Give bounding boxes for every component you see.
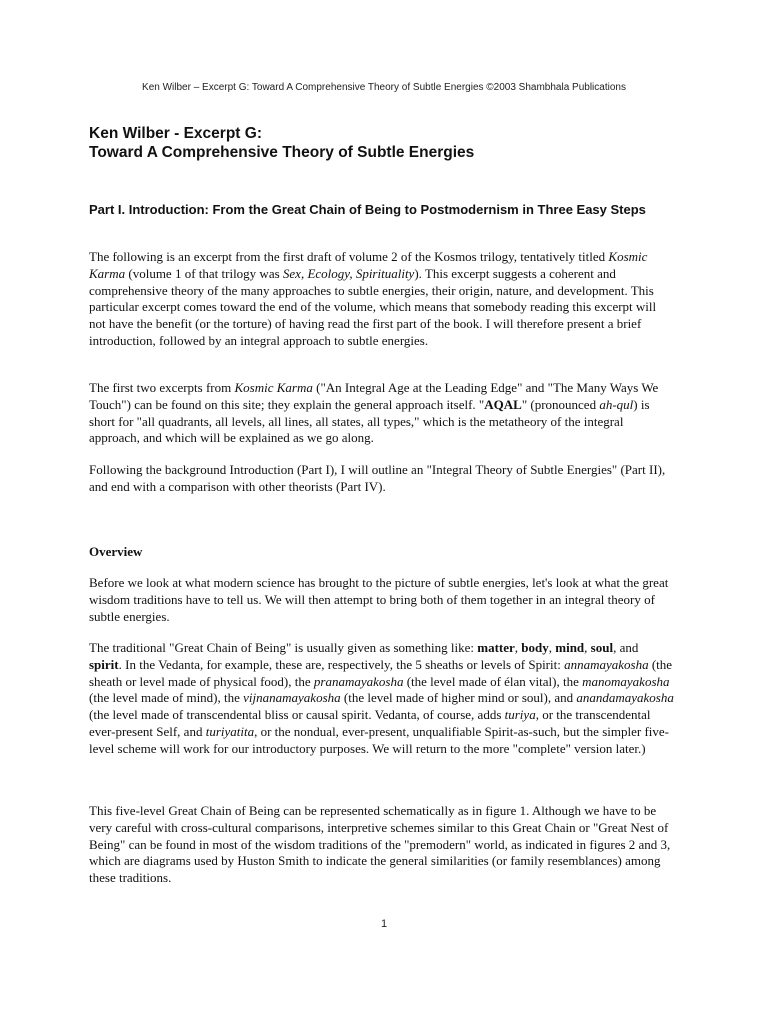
intro-paragraph-1: The following is an excerpt from the first draft of volume 2 of the Kosmos trilogy, tentatively titled Kosmic Karma (volume 1 of that trilogy was Sex, Ecology, Spirituality). This excerpt suggests a coherent and comprehensive theory of the many approaches to subtle energies, their origin, nature, and development. This particular excerpt comes toward the end of the volume, which means that somebody reading this excerpt will not have the benefit (or the torture) of having read the first part of the book. I will therefore present a brief introduction, followed by an integral approach to subtle energies.	[89, 249, 657, 348]
intro-paragraph-3: Following the background Introduction (Part I), I will outline an "Integral Theory of Subtle Energies" (Part II), and end with a comparison with other theorists (Part IV).	[89, 462, 666, 494]
overview-paragraph-1: Before we look at what modern science has brought to the picture of subtle energies, let's look at what the great wisdom traditions have to tell us. We will then attempt to bring both of them together in an integral theory of subtle energies.	[89, 575, 669, 624]
running-header: Ken Wilber – Excerpt G: Toward A Comprehensive Theory of Subtle Energies ©2003 Shambhala Publications	[142, 82, 626, 93]
title-line-1: Ken Wilber - Excerpt G:	[89, 125, 262, 142]
overview-heading: Overview	[89, 544, 143, 559]
overview-paragraph-3: This five-level Great Chain of Being can be represented schematically as in figure 1. Although we have to be very careful with cross-cultural comparisons, interpretive schemes similar to this Great Chain or "Great Nest of Being" can be found in most of the wisdom traditions of the "premodern" world, as indicated in figures 2 and 3, which are diagrams used by Huston Smith to indicate the general similarities (or family resemblances) among these traditions.	[89, 803, 671, 886]
page-number: 1	[380, 918, 388, 930]
document-title	[89, 124, 474, 162]
overview-paragraph-2: The traditional "Great Chain of Being" is usually given as something like: matter, body, mind, soul, and spirit. In the Vedanta, for example, these are, respectively, the 5 sheaths or levels of Spirit: annamayakosha (the sheath or level made of physical food), the pranamayakosha (the level made of élan vital), the manomayakosha (the level made of mind), the vijnanamayakosha (the level made of higher mind or soul), and anandamayakosha (the level made of transcendental bliss or causal spirit. Vedanta, of course, adds turiya, or the transcendental ever-present Self, and turiyatita, or the nondual, ever-present, unqualifiable Spirit-as-such, but the simpler five-level scheme will work for our introductory purposes. We will return to the more "complete" version later.)	[89, 640, 674, 756]
title-line-2: Toward A Comprehensive Theory of Subtle Energies	[89, 144, 475, 161]
intro-paragraph-2: The first two excerpts from Kosmic Karma ("An Integral Age at the Leading Edge" and "The Many Ways We Touch") can be found on this site; they explain the general approach itself. "AQAL" (pronounced ah-qul) is short for "all quadrants, all levels, all lines, all states, all types," which is the metatheory of the integral approach, and which will be explained as we go along.	[89, 380, 659, 446]
part-1-heading: Part I. Introduction: From the Great Chain of Being to Postmodernism in Three Easy Steps	[89, 202, 646, 217]
